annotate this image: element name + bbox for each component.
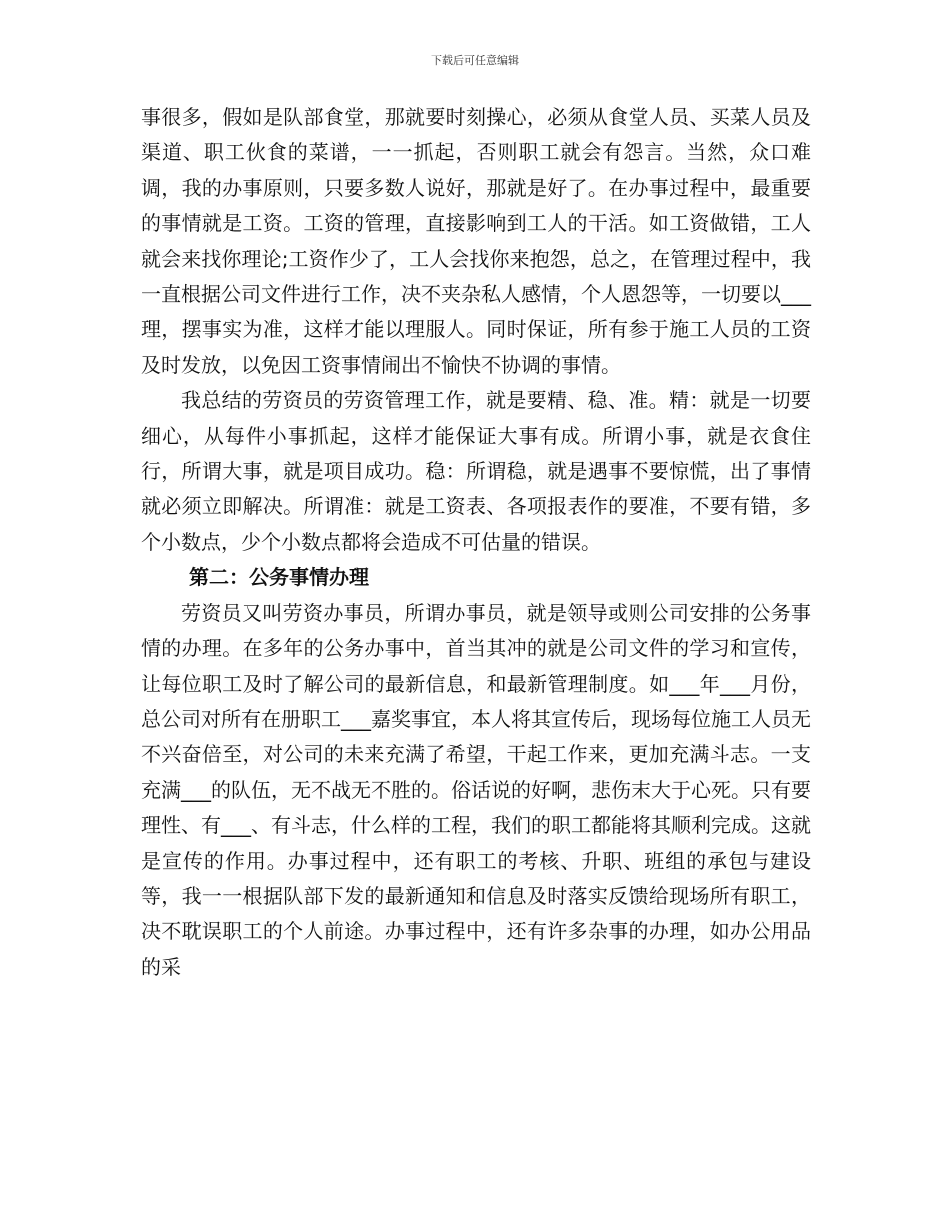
page-header: 下载后可任意编辑 <box>431 54 519 67</box>
paragraph-wage-management: 事很多，假如是队部食堂，那就要时刻操心，必须从食堂人员、买菜人员及渠道、职工伙食的菜谱，一一抓起，否则职工就会有怨言。当然，众口难调，我的办事原则，只要多数人说好，那就是好了。在办事过程中，最重要的事情就是工资。工资的管理，直接影响到工人的干活。如工资做错，工人就会来找你理论;工资作少了，工人会找你来抱怨，总之，在管理过程中，我一直根据公司文件进行工作，决不夹杂私人感情，个人恩怨等，一切要以___理，摆事实为准，这样才能以理服人。同时保证，所有参于施工人员的工资及时发放，以免因工资事情闹出不愉快不协调的事情。 <box>141 105 811 377</box>
document-body <box>141 100 811 985</box>
paragraph-official-affairs: 劳资员又叫劳资办事员，所谓办事员，就是领导或则公司安排的公务事情的办理。在多年的公务办事中，首当其冲的就是公司文件的学习和宣传，让每位职工及时了解公司的最新信息，和最新管理制度。如___年___月份，总公司对所有在册职工___嘉奖事宜，本人将其宣传后，现场每位施工人员无不兴奋倍至，对公司的未来充满了希望，干起工作来，更加充满斗志。一支充满___的队伍，无不战无不胜的。俗话说的好啊，悲伤末大于心死。只有要理性、有___、有斗志，什么样的工程，我们的职工都能将其顺利完成。这就是宣传的作用。办事过程中，还有职工的考核、升职、班组的承包与建设等，我一一根据队部下发的最新通知和信息及时落实反馈给现场所有职工，决不耽误职工的个人前途。办事过程中，还有许多杂事的办理，如办公用品的采 <box>141 600 811 979</box>
section-heading: 第二：公务事情办理 <box>189 565 369 590</box>
paragraph-summary: 我总结的劳资员的劳资管理工作，就是要精、稳、准。精：就是一切要细心，从每件小事抓起，这样才能保证大事有成。所谓小事，就是衣食住行，所谓大事，就是项目成功。稳：所谓稳，就是遇事不要惊慌，出了事情就必须立即解决。所谓准：就是工资表、各项报表作的要准，不要有错，多个小数点，少个小数点都将会造成不可估量的错误。 <box>141 388 811 554</box>
